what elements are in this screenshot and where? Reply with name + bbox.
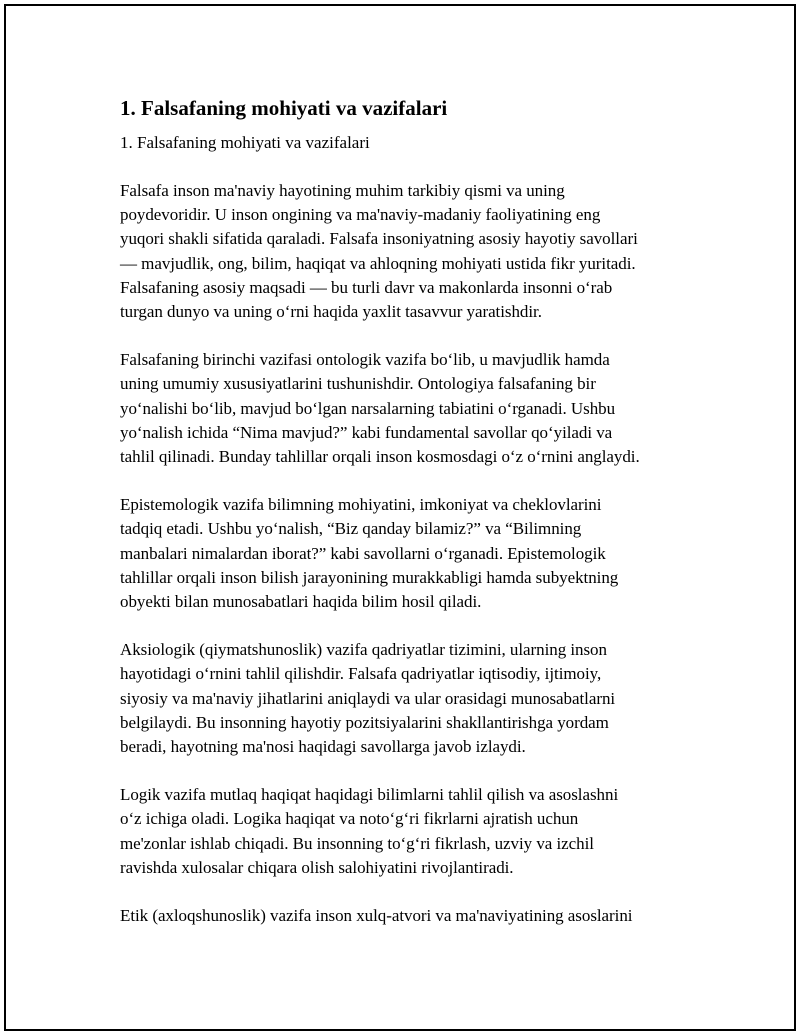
text-line: Epistemologik vazifa bilimning mohiyatini, imkoniyat va cheklovlarini [120,495,602,515]
text-line: Falsafa inson ma'naviy hayotining muhim tarkibiy qismi va uning [120,181,565,200]
text-line: tahlil qilinadi. Bunday tahlillar orqali inson kosmosdagi o‘z o‘rnini anglaydi. [120,447,640,467]
text-line: turgan dunyo va uning o‘rni haqida yaxlit tasavvur yaratishdir. [120,302,542,322]
paragraph-ontological [120,348,700,469]
text-line: hayotidagi o‘rnini tahlil qilishdir. Falsafa qadriyatlar iqtisodiy, ijtimoiy, [120,664,602,684]
text-line: ravishda xulosalar chiqara olish salohiyatini rivojlantiradi. [120,857,514,877]
text-line: — mavjudlik, ong, bilim, haqiqat va ahloqning mohiyati ustida fikr yuritadi. [120,253,636,273]
paragraph-epistemological [120,493,700,614]
document-body [120,94,700,952]
paragraph-logical [120,783,700,880]
text-line: beradi, hayotning ma'nosi haqidagi savollarga javob izlaydi. [120,737,526,757]
document-heading: 1. Falsafaning mohiyati va vazifalari [120,96,448,120]
text-line: yuqori shakli sifatida qaraladi. Falsafa insoniyatning asosiy hayotiy savollari [120,229,638,249]
text-line: tahlillar orqali inson bilish jarayonining murakkabligi hamda subyektning [120,567,619,587]
text-line: o‘z ichiga oladi. Logika haqiqat va noto‘g‘ri fikrlarni ajratish uchun [120,809,579,829]
text-line: yo‘nalishi bo‘lib, mavjud bo‘lgan narsalarning tabiatini o‘rganadi. Ushbu [120,398,616,418]
text-line: Falsafaning asosiy maqsadi — bu turli davr va makonlarda insonni o‘rab [120,277,613,297]
paragraph-ethical [120,904,700,928]
text-line: belgilaydi. Bu insonning hayotiy pozitsiyalarini shakllantirishga yordam [120,712,609,732]
text-line: Etik (axloqshunoslik) vazifa inson xulq-atvori va ma'naviyatining asoslarini [120,906,633,926]
text-line: obyekti bilan munosabatlari haqida bilim hosil qiladi. [120,592,482,612]
text-line: uning umumiy xususiyatlarini tushunishdir. Ontologiya falsafaning bir [120,374,596,394]
text-line: Aksiologik (qiymatshunoslik) vazifa qadriyatlar tizimini, ularning inson [120,640,607,660]
paragraph-axiological [120,638,700,759]
document-subheading: 1. Falsafaning mohiyati va vazifalari [120,133,370,152]
text-line: tadqiq etadi. Ushbu yo‘nalish, “Biz qanday bilamiz?” va “Bilimning [120,519,582,539]
page-frame [4,4,796,1031]
text-line: Falsafaning birinchi vazifasi ontologik vazifa bo‘lib, u mavjudlik hamda [120,350,610,370]
text-line: manbalari nimalardan iborat?” kabi savollarni o‘rganadi. Epistemologik [120,543,606,563]
text-line: poydevoridir. U inson ongining va ma'naviy-madaniy faoliyatining eng [120,205,601,225]
text-line: me'zonlar ishlab chiqadi. Bu insonning to‘g‘ri fikrlash, uzviy va izchil [120,833,594,853]
text-line: siyosiy va ma'naviy jihatlarini aniqlaydi va ular orasidagi munosabatlarni [120,688,616,708]
paragraph-intro [120,179,700,324]
text-line: yo‘nalish ichida “Nima mavjud?” kabi fundamental savollar qo‘yiladi va [120,422,613,442]
text-line: Logik vazifa mutlaq haqiqat haqidagi bilimlarni tahlil qilish va asoslashni [120,785,619,805]
